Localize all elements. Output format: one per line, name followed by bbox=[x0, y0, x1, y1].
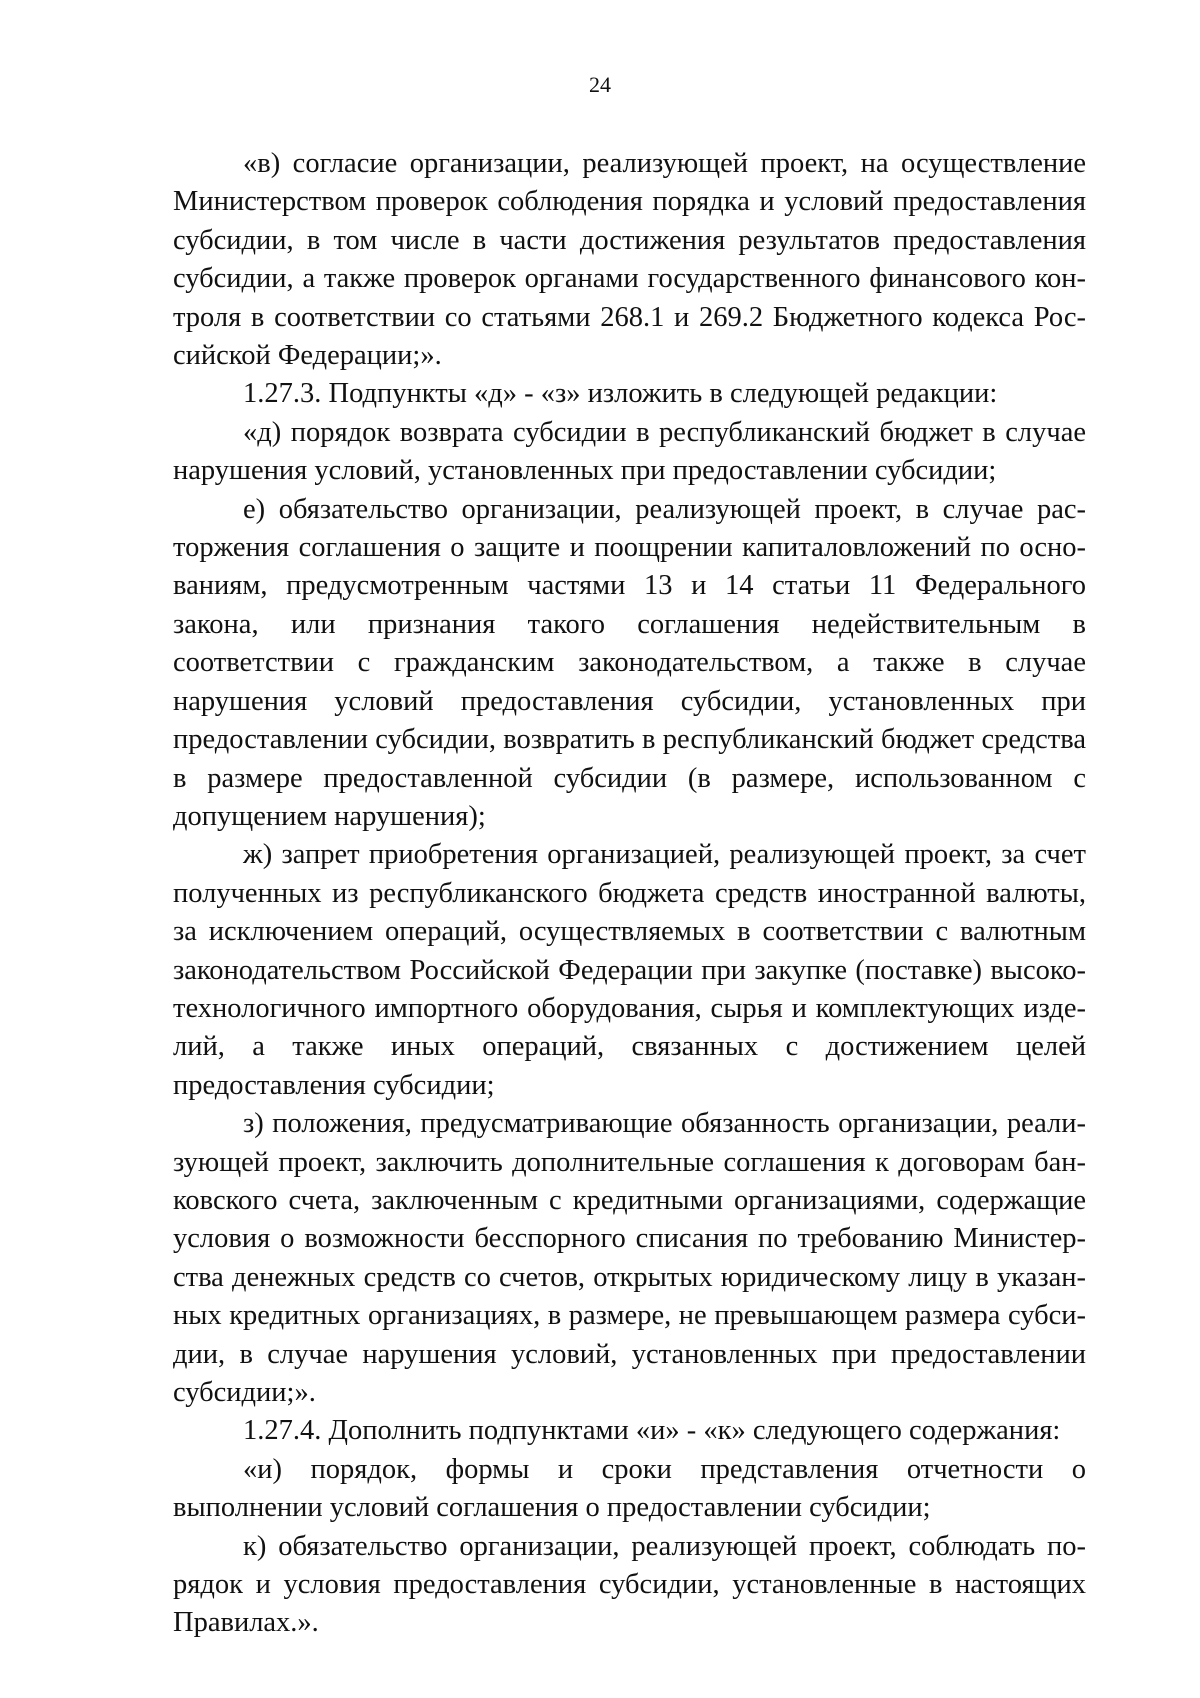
paragraph-subitem-z: з) положения, предусматривающие обязанность организации, реализующей проект, заключить дополнительные соглашения к договорам банковского счета, заключенным с кредитными организациями, содержащие условия о возможности бесспорного списания по требованию Министерства денежных средств со счетов, открытых юридическому лицу в указанных кредитных организациях, в размере, не превышающем размера субсидии, в случае нарушения условий, установленных при предоставлении субсидии;». bbox=[173, 1108, 1086, 1408]
page-number: 24 bbox=[589, 72, 611, 97]
paragraph-item-1-27-4: 1.27.4. Дополнить подпунктами «и» - «к» следующего содержания: bbox=[243, 1415, 1061, 1447]
document-body bbox=[173, 145, 1086, 1643]
paragraph-subitem-v: «в) согласие организации, реализующей проект, на осуществление Министерством проверок соблюдения порядка и условий предоставления субсидии, в том числе в части достижения результатов предоставления субсидии, а также проверок органами государственного финансового контроля в соответствии со статьями 268.1 и 269.2 Бюджетного кодекса Российской Федерации;». bbox=[173, 148, 1086, 372]
paragraph-subitem-e: е) обязательство организации, реализующей проект, в случае расторжения соглашения о защите и поощрении капиталовложений по основаниям, предусмотренным частями 13 и 14 статьи 11 Федерального закона, или признания такого соглашения недействительным в соответствии с гражданским законодательством, а также в случае нарушения условий предоставления субсидии, установленных при предоставлении субсидии, возвратить в республиканский бюджет средства в размере предоставленной субсидии (в размере, использованном с допущением нарушения); bbox=[173, 493, 1086, 832]
paragraph-subitem-i: «и) порядок, формы и сроки представления отчетности о выполнении условий соглашения о предоставлении субсидии; bbox=[173, 1453, 1086, 1524]
paragraph-subitem-d: «д) порядок возврата субсидии в республиканский бюджет в случае нарушения условий, установленных при предоставлении субсидии; bbox=[173, 416, 1086, 487]
paragraph-item-1-27-3: 1.27.3. Подпункты «д» - «з» изложить в следующей редакции: bbox=[243, 378, 998, 410]
paragraph-subitem-k: к) обязательство организации, реализующей проект, соблюдать порядок и условия предоставления субсидии, установленные в настоящих Правилах.». bbox=[173, 1530, 1086, 1639]
paragraph-subitem-zh: ж) запрет приобретения организацией, реализующей проект, за счет полученных из республиканского бюджета средств иностранной валюты, за исключением операций, осуществляемых в соответствии с валютным законодательством Российской Федерации при закупке (поставке) высокотехнологичного импортного оборудования, сырья и комплектующих изделий, а также иных операций, связанных с достижением целей предоставления субсидии; bbox=[173, 839, 1086, 1101]
